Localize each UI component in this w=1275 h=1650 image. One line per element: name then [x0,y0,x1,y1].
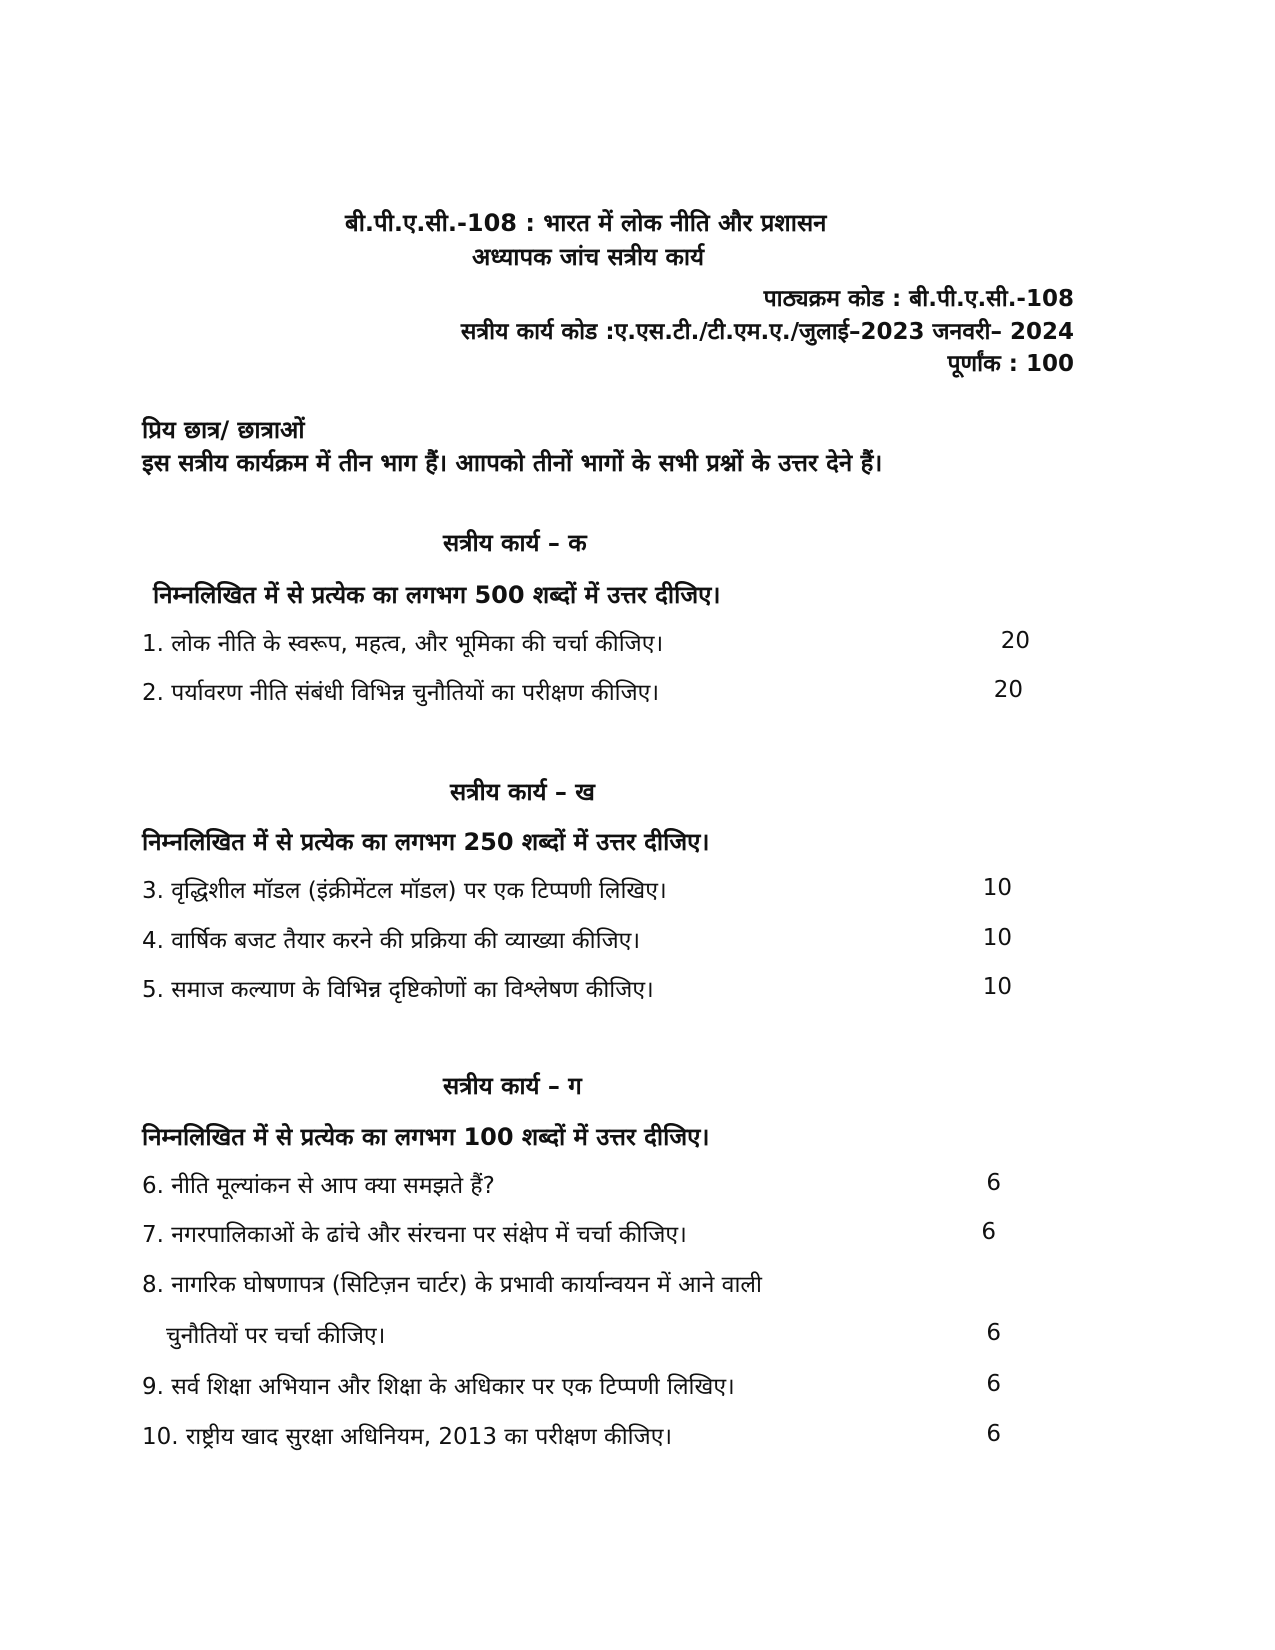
question-5-marks: 10 [982,974,1012,1000]
section-c-instruction: निम्नलिखित में से प्रत्येक का लगभग 100 शब्दों में उत्तर दीजिए। [142,1123,710,1151]
question-8-continuation: चुनौतियों पर चर्चा कीजिए। [166,1323,386,1349]
section-a-heading: सत्रीय कार्य – क [443,529,587,557]
question-10: 10. राष्ट्रीय खाद सुरक्षा अधिनियम, 2013 का परीक्षण कीजिए। [142,1424,673,1450]
question-4-marks: 10 [982,925,1012,951]
question-2-marks: 20 [993,677,1023,703]
question-8-marks: 6 [986,1320,1001,1346]
question-1: 1. लोक नीति के स्वरूप, महत्व, और भूमिका की चर्चा कीजिए। [142,631,664,657]
section-a-instruction: निम्नलिखित में से प्रत्येक का लगभग 500 शब्दों में उत्तर दीजिए। [153,581,721,609]
question-9-marks: 6 [986,1371,1001,1397]
section-b-instruction: निम्नलिखित में से प्रत्येक का लगभग 250 शब्दों में उत्तर दीजिए। [142,828,710,856]
question-9: 9. सर्व शिक्षा अभियान और शिक्षा के अधिकार पर एक टिप्पणी लिखिए। [142,1374,735,1400]
section-b-heading: सत्रीय कार्य – ख [450,778,595,806]
question-10-marks: 6 [986,1421,1001,1447]
max-marks: पूर्णांक : 100 [947,351,1074,377]
question-8: 8. नागरिक घोषणापत्र (सिटिज़न चार्टर) के प्रभावी कार्यान्वयन में आने वाली [142,1272,762,1298]
question-7-marks: 6 [981,1219,996,1245]
question-6-marks: 6 [986,1170,1001,1196]
question-7: 7. नगरपालिकाओं के ढांचे और संरचना पर संक्षेप में चर्चा कीजिए। [142,1222,687,1248]
assignment-code: सत्रीय कार्य कोड :ए.एस.टी./टी.एम.ए./जुलाई–2023 जनवरी– 2024 [460,319,1074,345]
question-5: 5. समाज कल्याण के विभिन्न दृष्टिकोणों का विश्लेषण कीजिए। [142,977,654,1003]
question-6: 6. नीति मूल्यांकन से आप क्या समझते हैं? [142,1173,495,1199]
question-3-marks: 10 [982,875,1012,901]
greeting: प्रिय छात्र/ छात्राओं [142,416,305,444]
general-instruction: इस सत्रीय कार्यक्रम में तीन भाग हैं। आापको तीनों भागों के सभी प्रश्नों के उत्तर देने हैं। [142,449,883,477]
title-line-1: बी.पी.ए.सी.-108 : भारत में लोक नीति और प्रशासन [345,209,827,237]
question-3: 3. वृद्धिशील मॉडल (इंक्रीमेंटल मॉडल) पर एक टिप्पणी लिखिए। [142,878,667,904]
course-code: पाठ्यक्रम कोड : बी.पी.ए.सी.-108 [763,286,1074,312]
question-4: 4. वार्षिक बजट तैयार करने की प्रक्रिया की व्याख्या कीजिए। [142,928,641,954]
title-line-2: अध्यापक जांच सत्रीय कार्य [472,243,705,271]
section-c-heading: सत्रीय कार्य – ग [443,1072,582,1100]
question-2: 2. पर्यावरण नीति संबंधी विभिन्न चुनौतियों का परीक्षण कीजिए। [142,680,660,706]
question-1-marks: 20 [1000,628,1030,654]
